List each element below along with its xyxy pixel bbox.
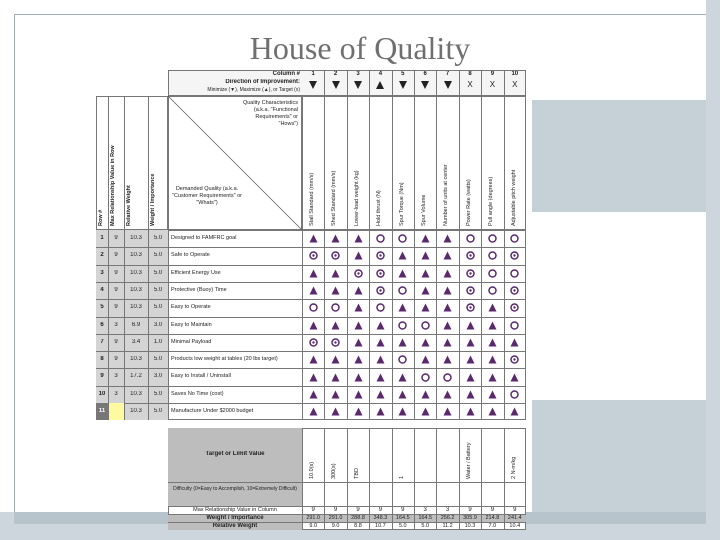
strong-relationship-icon	[354, 269, 363, 278]
row-divider	[96, 403, 526, 404]
demanded-quality-item: Manufacture Under $2000 budget	[171, 408, 254, 414]
quality-characteristic-label: Power Rate (watts)	[465, 179, 472, 226]
weak-relationship-icon	[309, 355, 318, 364]
target-value-label: Target or Limit Value	[205, 451, 265, 458]
weak-relationship-icon	[443, 338, 452, 347]
strong-relationship-icon	[309, 338, 318, 347]
weak-relationship-icon	[510, 407, 519, 416]
minimize-arrow-icon	[309, 81, 317, 89]
weak-relationship-icon	[309, 234, 318, 243]
demanded-quality-label: Demanded Quality (a.k.a. "Customer Requirements" or "Whats")	[172, 186, 242, 206]
weight-importance-value: 288.8	[351, 515, 365, 522]
strong-relationship-icon	[510, 286, 519, 295]
grid-line	[124, 96, 125, 230]
grid-line	[392, 70, 393, 96]
grid-line	[369, 96, 370, 230]
weak-relationship-icon	[376, 338, 385, 347]
row-weight-importance: 5.0	[153, 356, 163, 363]
row-relative-weight: 10.3	[130, 252, 142, 259]
max-relationship-column-value: 9	[378, 507, 383, 514]
weak-relationship-icon	[466, 338, 475, 347]
col-divider	[347, 230, 348, 420]
relative-weight-value: 11.2	[442, 523, 453, 530]
target-value: 1	[398, 476, 405, 480]
strong-relationship-icon	[510, 303, 519, 312]
column-number: 4	[378, 71, 383, 77]
weak-relationship-icon	[331, 373, 340, 382]
target-value: 2 N-m/kg	[510, 456, 517, 480]
weak-relationship-icon	[488, 338, 497, 347]
medium-relationship-icon	[443, 373, 452, 382]
column-number: 8	[468, 71, 472, 77]
weak-relationship-icon	[443, 251, 452, 260]
row-max-relationship: 9	[114, 269, 118, 276]
row-divider	[96, 282, 526, 283]
row-divider	[96, 299, 526, 300]
weak-relationship-icon	[309, 269, 318, 278]
slide-frame-top	[14, 14, 706, 15]
grid-line	[481, 70, 482, 96]
row-weight-importance: 5.0	[153, 269, 163, 276]
strong-relationship-icon	[309, 251, 318, 260]
row-max-relationship: 9	[114, 338, 118, 345]
row-weight-importance: 5.0	[153, 408, 163, 414]
weak-relationship-icon	[488, 321, 497, 330]
row-divider	[96, 386, 526, 387]
demanded-quality-item: Easy to Install / Uninstall	[171, 373, 231, 380]
grid-line	[481, 96, 482, 230]
quality-characteristic-label: Stall Standard (mm/s)	[309, 172, 315, 226]
medium-relationship-icon	[488, 286, 497, 295]
weak-relationship-icon	[488, 303, 497, 312]
weak-relationship-icon	[354, 234, 363, 243]
grid-line	[436, 70, 437, 96]
medium-relationship-icon	[376, 303, 385, 312]
highlight-cell	[108, 403, 124, 420]
grid-line	[414, 70, 415, 96]
demanded-quality-item: Products low weight at tables (20 lbs target)	[171, 356, 278, 363]
medium-relationship-icon	[331, 303, 340, 312]
row-max-relationship: 9	[114, 304, 118, 311]
max-relationship-column-value: 9	[468, 507, 472, 514]
weak-relationship-icon	[421, 407, 430, 416]
col-divider	[392, 230, 393, 420]
row-weight-importance: 3.0	[153, 321, 163, 328]
row-relative-weight: 17.2	[130, 373, 142, 380]
medium-relationship-icon	[398, 286, 407, 295]
weak-relationship-icon	[466, 407, 475, 416]
weak-relationship-icon	[376, 355, 385, 364]
quality-characteristics-label: Quality Characteristics (a.k.a. "Functional Requirements" or "Hows")	[242, 100, 298, 127]
row-relative-weight: 10.3	[130, 356, 142, 363]
weak-relationship-icon	[331, 390, 340, 399]
direction-target-icon: X	[467, 80, 473, 89]
grid-line	[504, 70, 505, 96]
strong-relationship-icon	[376, 251, 385, 260]
strong-relationship-icon	[466, 286, 475, 295]
row-number: 10	[98, 390, 106, 397]
medium-relationship-icon	[376, 234, 385, 243]
col-divider	[324, 230, 325, 420]
row-number: 5	[100, 304, 104, 311]
weak-relationship-icon	[354, 390, 363, 399]
strong-relationship-icon	[510, 251, 519, 260]
minimize-arrow-icon	[421, 81, 429, 89]
house-of-quality-matrix	[96, 70, 530, 530]
medium-relationship-icon	[466, 234, 475, 243]
col-divider	[148, 230, 149, 420]
medium-relationship-icon	[488, 269, 497, 278]
quality-characteristic-label: Spur Torque (Nm)	[398, 182, 405, 226]
strong-relationship-icon	[510, 355, 519, 364]
weak-relationship-icon	[331, 286, 340, 295]
demanded-quality-item: Easy to Operate	[171, 304, 211, 311]
strong-relationship-icon	[331, 251, 340, 260]
weak-relationship-icon	[398, 373, 407, 382]
grid-line	[324, 70, 325, 96]
column-number: 3	[356, 71, 360, 77]
row-header-label: Relative Weight	[126, 185, 132, 226]
medium-relationship-icon	[398, 234, 407, 243]
weak-relationship-icon	[309, 407, 318, 416]
weak-relationship-icon	[309, 390, 318, 399]
max-relationship-column-value: 3	[445, 507, 450, 514]
weak-relationship-icon	[331, 321, 340, 330]
weight-importance-value: 241.4	[507, 515, 522, 522]
weak-relationship-icon	[398, 303, 407, 312]
weight-importance-value: 164.5	[418, 515, 433, 522]
weak-relationship-icon	[398, 269, 407, 278]
row-max-relationship: 3	[114, 390, 118, 397]
medium-relationship-icon	[421, 373, 430, 382]
max-relationship-column-value: 9	[311, 507, 315, 514]
row-divider	[96, 368, 526, 369]
weight-importance-value: 291.0	[328, 515, 343, 522]
col-divider	[369, 230, 370, 420]
weak-relationship-icon	[376, 373, 385, 382]
row-header-label: Max Relationship Value in Row	[110, 145, 116, 226]
max-relationship-column-value: 9	[490, 507, 495, 514]
weak-relationship-icon	[376, 321, 385, 330]
strong-relationship-icon	[466, 269, 475, 278]
weak-relationship-icon	[331, 269, 340, 278]
weak-relationship-icon	[443, 390, 452, 399]
weak-relationship-icon	[354, 251, 363, 260]
weak-relationship-icon	[354, 355, 363, 364]
row-number: 11	[98, 408, 106, 414]
quality-characteristic-label: Adjustable pitch weight	[510, 169, 517, 226]
weak-relationship-icon	[466, 355, 475, 364]
relative-weight-label: Relative Weight	[212, 523, 258, 530]
weak-relationship-icon	[466, 321, 475, 330]
row-header-label: Row #	[98, 209, 104, 226]
quality-characteristic-label: Lower-load weight (kg)	[353, 170, 360, 226]
grid-line	[459, 96, 460, 230]
row-relative-weight: 10.3	[130, 269, 142, 276]
weak-relationship-icon	[398, 338, 407, 347]
slide-accent-band-top	[532, 100, 706, 212]
slide-accent-band-bottom	[532, 400, 706, 512]
relative-weight-value: 5.0	[421, 523, 430, 530]
weak-relationship-icon	[443, 234, 452, 243]
relative-weight-value: 7.0	[488, 523, 497, 530]
weak-relationship-icon	[443, 321, 452, 330]
row-divider	[96, 247, 526, 248]
row-header-label: Weight / Importance	[150, 173, 156, 226]
weak-relationship-icon	[488, 407, 497, 416]
direction-label: Direction of Improvement:	[225, 79, 300, 85]
slide-title: House of Quality	[249, 30, 471, 66]
column-number: 1	[311, 71, 315, 77]
weak-relationship-icon	[309, 286, 318, 295]
weak-relationship-icon	[398, 251, 407, 260]
row-divider	[96, 334, 526, 335]
grid-line	[108, 96, 109, 230]
weak-relationship-icon	[354, 303, 363, 312]
quality-characteristic-label: Pull angle (degrees)	[488, 176, 495, 226]
demanded-quality-item: Minimal Payload	[171, 338, 212, 345]
medium-relationship-icon	[309, 303, 318, 312]
weak-relationship-icon	[331, 355, 340, 364]
weak-relationship-icon	[309, 321, 318, 330]
grid-line	[347, 96, 348, 230]
row-relative-weight: 10.3	[130, 304, 142, 311]
weight-importance-value: 214.8	[485, 515, 500, 522]
demanded-quality-item: Safe to Operate	[171, 252, 210, 259]
quality-characteristic-label: Spur Volume	[421, 194, 427, 226]
row-max-relationship: 9	[114, 286, 118, 293]
weak-relationship-icon	[398, 390, 407, 399]
minimize-arrow-icon	[332, 81, 340, 89]
col-divider	[168, 230, 169, 420]
target-value: Water / Battery	[465, 442, 472, 480]
grid-line	[414, 96, 415, 230]
row-relative-weight: 10.3	[130, 286, 142, 293]
medium-relationship-icon	[488, 251, 497, 260]
weak-relationship-icon	[421, 269, 430, 278]
demanded-quality-item: Saves No Time (cost)	[171, 390, 224, 397]
weak-relationship-icon	[354, 338, 363, 347]
grid-line	[392, 96, 393, 230]
row-max-relationship: 3	[114, 373, 118, 380]
weak-relationship-icon	[443, 286, 452, 295]
weak-relationship-icon	[354, 373, 363, 382]
column-number: 5	[401, 71, 405, 77]
demanded-quality-item: Easy to Maintain	[171, 321, 212, 328]
weak-relationship-icon	[354, 286, 363, 295]
column-number: 9	[490, 71, 495, 77]
relative-weight-value: 9.0	[331, 523, 340, 530]
row-number: 8	[100, 356, 104, 363]
weak-relationship-icon	[443, 303, 452, 312]
weight-importance-value: 348.3	[373, 515, 388, 522]
weak-relationship-icon	[466, 390, 475, 399]
demanded-quality-item: Protective (Buoy) Time	[171, 286, 227, 293]
difficulty-label: Difficulty (0=Easy to Accomplish, 10=Extremely Difficult)	[173, 486, 297, 493]
weak-relationship-icon	[443, 355, 452, 364]
row-divider	[96, 351, 526, 352]
row-divider	[96, 265, 526, 266]
direction-target-icon: X	[512, 80, 518, 89]
col-divider	[436, 230, 437, 420]
grid-line	[436, 96, 437, 230]
weak-relationship-icon	[421, 355, 430, 364]
grid-line	[369, 70, 370, 96]
row-number: 1	[100, 235, 104, 241]
weak-relationship-icon	[421, 286, 430, 295]
weak-relationship-icon	[398, 407, 407, 416]
minimize-arrow-icon	[354, 81, 362, 89]
row-number: 4	[100, 286, 104, 293]
col-divider	[504, 230, 505, 420]
medium-relationship-icon	[510, 269, 519, 278]
weak-relationship-icon	[510, 373, 519, 382]
relative-weight-value: 10.4	[509, 523, 521, 530]
direction-target-icon: X	[489, 80, 496, 89]
weak-relationship-icon	[466, 373, 475, 382]
slide-frame-left	[14, 14, 15, 512]
row-relative-weight: 10.3	[130, 235, 142, 241]
medium-relationship-icon	[421, 321, 430, 330]
row-weight-importance: 3.0	[153, 373, 163, 380]
row-divider	[96, 317, 526, 318]
weak-relationship-icon	[354, 407, 363, 416]
quality-characteristic-label: Hold thrust (N)	[376, 190, 383, 226]
weak-relationship-icon	[421, 390, 430, 399]
relative-weight-value: 5.0	[398, 523, 407, 530]
demanded-quality-item: Efficient Energy Use	[171, 269, 221, 276]
grid-line	[459, 70, 460, 96]
weak-relationship-icon	[331, 407, 340, 416]
quality-characteristic-label: Number of units at center	[443, 164, 450, 226]
column-number: 2	[333, 71, 338, 77]
direction-legend: Minimize (▼), Maximize (▲), or Target (x)	[207, 87, 300, 93]
relative-weight-value: 8.8	[354, 523, 362, 530]
weight-importance-value: 164.5	[395, 515, 410, 522]
row-max-relationship: 9	[114, 356, 118, 363]
weight-importance-label: Weight / Importance	[206, 515, 264, 522]
target-value: 10.0(s)	[309, 462, 315, 480]
strong-relationship-icon	[331, 338, 340, 347]
max-relationship-column-value: 9	[513, 507, 517, 514]
relative-weight-value: 10.3	[464, 523, 476, 530]
row-number: 6	[100, 321, 104, 328]
weak-relationship-icon	[488, 373, 497, 382]
max-relationship-column-value: 9	[401, 507, 405, 514]
row-relative-weight: 3.4	[131, 338, 141, 345]
weight-importance-value: 305.9	[463, 515, 477, 522]
quality-characteristic-label: Shed Standard (mm/s)	[331, 170, 338, 226]
row-weight-importance: 5.0	[153, 235, 163, 241]
grid-line	[324, 96, 325, 230]
medium-relationship-icon	[510, 321, 519, 330]
weak-relationship-icon	[443, 269, 452, 278]
row-weight-importance: 5.0	[153, 304, 163, 311]
row-number: 9	[100, 373, 104, 380]
col-divider	[414, 230, 415, 420]
grid-line	[148, 96, 149, 230]
weak-relationship-icon	[354, 321, 363, 330]
minimize-arrow-icon	[399, 81, 407, 89]
strong-relationship-icon	[376, 269, 385, 278]
weak-relationship-icon	[421, 234, 430, 243]
max-relationship-column-value: 9	[333, 507, 338, 514]
grid-line	[347, 70, 348, 96]
medium-relationship-icon	[510, 234, 519, 243]
weight-importance-value: 291.0	[306, 515, 321, 522]
row-number: 2	[100, 252, 104, 259]
medium-relationship-icon	[510, 390, 519, 399]
weak-relationship-icon	[421, 251, 430, 260]
row-relative-weight: 10.3	[130, 390, 142, 397]
medium-relationship-icon	[398, 355, 407, 364]
weak-relationship-icon	[510, 338, 519, 347]
column-number: 7	[445, 71, 450, 77]
row-weight-importance: 5.0	[153, 252, 163, 259]
row-max-relationship: 3	[114, 321, 118, 328]
bottom-label-fill	[168, 428, 302, 506]
relative-weight-value: 10.7	[375, 523, 386, 530]
max-relationship-column-value: 9	[356, 507, 360, 514]
minimize-arrow-icon	[444, 81, 452, 89]
demanded-quality-item: Designed to FAMFRC goal	[171, 235, 237, 241]
row-header-band	[96, 96, 168, 230]
maximize-arrow-icon	[376, 81, 384, 89]
row-weight-importance: 5.0	[153, 390, 163, 397]
strong-relationship-icon	[466, 303, 475, 312]
column-number: 10	[511, 71, 519, 77]
target-value: 300(s)	[331, 463, 338, 480]
strong-relationship-icon	[466, 251, 475, 260]
col-divider	[481, 230, 482, 420]
row-max-relationship: 9	[114, 235, 118, 241]
column-label: Column #	[272, 71, 300, 77]
medium-relationship-icon	[398, 321, 407, 330]
weak-relationship-icon	[376, 407, 385, 416]
weak-relationship-icon	[309, 373, 318, 382]
medium-relationship-icon	[488, 234, 497, 243]
relative-weight-value: 9.0	[309, 523, 318, 530]
strong-relationship-icon	[376, 286, 385, 295]
slide-right-band	[706, 0, 720, 540]
col-divider	[302, 230, 303, 420]
weak-relationship-icon	[488, 390, 497, 399]
target-value: TBD	[353, 468, 360, 480]
row-weight-importance: 5.0	[153, 286, 163, 293]
weak-relationship-icon	[331, 234, 340, 243]
col-divider	[124, 230, 125, 420]
weak-relationship-icon	[421, 338, 430, 347]
weak-relationship-icon	[421, 303, 430, 312]
max-relationship-column-value: 3	[423, 507, 427, 514]
row-weight-importance: 1.0	[153, 338, 163, 345]
weak-relationship-icon	[376, 390, 385, 399]
row-relative-weight: 6.9	[131, 321, 141, 328]
weak-relationship-icon	[443, 407, 452, 416]
weak-relationship-icon	[488, 355, 497, 364]
row-relative-weight: 10.3	[130, 408, 142, 414]
row-number: 7	[100, 338, 104, 345]
col-divider	[108, 230, 109, 420]
max-relationship-column-label: Max Relationship Value in Column	[193, 507, 277, 514]
weight-importance-value: 256.2	[440, 515, 455, 522]
row-max-relationship: 9	[114, 252, 118, 259]
row-number: 3	[100, 269, 104, 276]
col-divider	[459, 230, 460, 420]
grid-line	[504, 96, 505, 230]
column-number: 6	[423, 71, 427, 77]
